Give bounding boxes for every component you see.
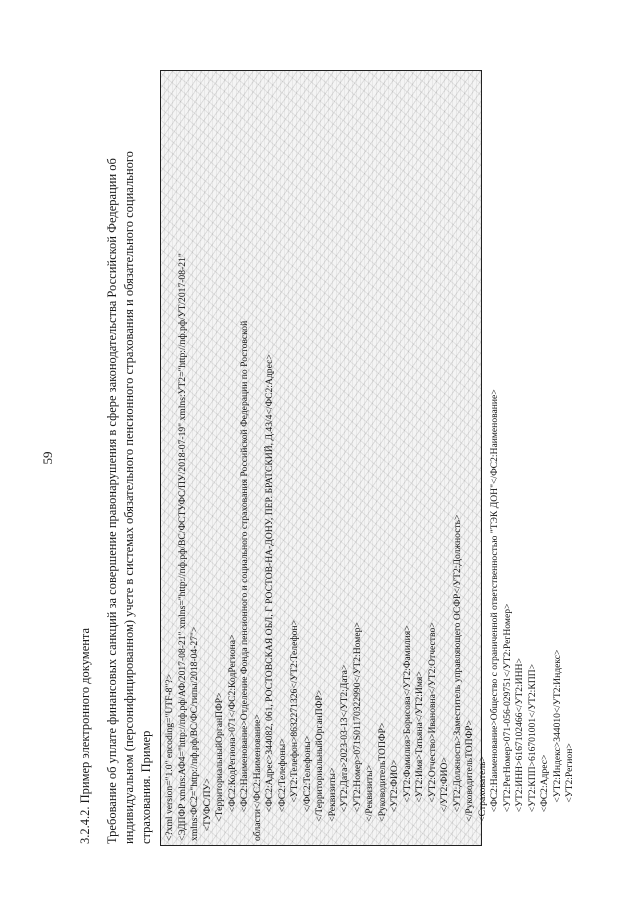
xml-line: </УТ2:ФИО> <box>439 757 450 841</box>
xml-line: <ФС2:КодРегиона>071</ФС2:КодРегиона> <box>226 634 238 841</box>
xml-line: <ФС2:Наименование>Общество с ограниченной ответственностью "ТЭК ДОН"</ФС2:Наименование> <box>489 389 500 841</box>
xml-line: </РуководительТОПФР> <box>464 720 475 841</box>
xml-line: <?xml version="1.0" encoding="UTF-8"?> <box>164 673 175 841</box>
xml-line: <Страхователь> <box>476 756 488 841</box>
xml-line: <УТ2:ФИО> <box>389 759 400 841</box>
document-title-line: индивидуальном (персонифицированном) учете в системах обязательного пенсионного страхования и обязательного социального <box>122 151 136 844</box>
xml-line: <УТ2:Индекс>344010</УТ2:Индекс> <box>551 649 563 841</box>
section-heading: 3.2.4.2. Пример электронного документа <box>78 627 92 844</box>
xml-line: <УТ2:Телефон>8632271326</УТ2:Телефон> <box>289 619 300 841</box>
xml-line: <ФС2:Адрес> <box>539 754 550 841</box>
xml-line: области</ФС2:Наименование> <box>251 714 263 841</box>
xml-line: <ФС2:Телефоны> <box>276 738 288 841</box>
xml-line: <ФС2:Адрес>344082, 061, РОСТОВСКАЯ ОБЛ, Г РОСТОВ-НА-ДОНУ, ПЕР. БРАТСКИЙ, Д.43/4</ФС2:Адрес> <box>264 354 275 841</box>
xml-line: <УТ2:Дата>2023-03-13</УТ2:Дата> <box>339 664 350 841</box>
document-title <box>104 104 155 844</box>
xml-line: <УТ2:Номер>071S01170322990</УТ2:Номер> <box>351 622 363 841</box>
document-title-line: страхования. Пример <box>139 730 153 844</box>
xml-line: <УТ2:КПП>616701001</УТ2:КПП> <box>526 663 538 841</box>
xml-line: <УТ2:Имя>Татьяна</УТ2:Имя> <box>414 671 425 841</box>
xml-line: <УТ2:Отчество>Ивановна</УТ2:Отчество> <box>426 622 438 841</box>
page-number: 59 <box>40 451 55 465</box>
xml-line: <ЭДПФР xmlns:АФ4="http://пф.рф/АФ/2017-08-21" xmlns="http://пф.рф/ВС/ФСТУФС/ПУ/2018-07-19" xmlns:УТ2="http://пф.рф/УТ/2017-08-21" <box>176 253 188 841</box>
xml-example-box <box>160 70 575 846</box>
xml-line: <УТ2:Должность>Заместитель управляющего ОСФР</УТ2:Должность> <box>451 514 463 841</box>
document-title-line: Требование об уплате финансовых санкций за совершение правонарушения в сфере законодательства Российской Федерации об <box>105 158 119 844</box>
xml-line: <УТ2:Фамилия>Борисова</УТ2:Фамилия> <box>401 625 413 841</box>
xml-line: </ФС2:Телефоны> <box>301 735 313 841</box>
xml-line: <УТ2:РегНомер>071-056-029751</УТ2:РегНомер> <box>501 603 513 841</box>
xml-line: <ТУФС/ПУ> <box>201 778 213 841</box>
xml-line: <ТерриториальныйОрганПФР> <box>214 692 225 841</box>
xml-line: xmlns:ФС2="http://пф.рф/ВС/ФС/типы/2018-04-27"> <box>189 626 200 841</box>
xml-line: <УТ2:Регион> <box>564 743 575 841</box>
xml-line: </ТерриториальныйОрганПФР> <box>314 689 325 841</box>
xml-line: </Реквизиты> <box>364 764 375 841</box>
xml-line: <УТ2:ИНН>6167102466</УТ2:ИНН> <box>514 658 525 841</box>
xml-line: <Реквизиты> <box>326 767 338 841</box>
xml-line: <РуководительТОПФР> <box>376 722 388 841</box>
xml-line: <ФС2:Наименование>Отделение Фонда пенсионного и социального страхования Российской Федерации по Ростовской <box>239 320 250 841</box>
